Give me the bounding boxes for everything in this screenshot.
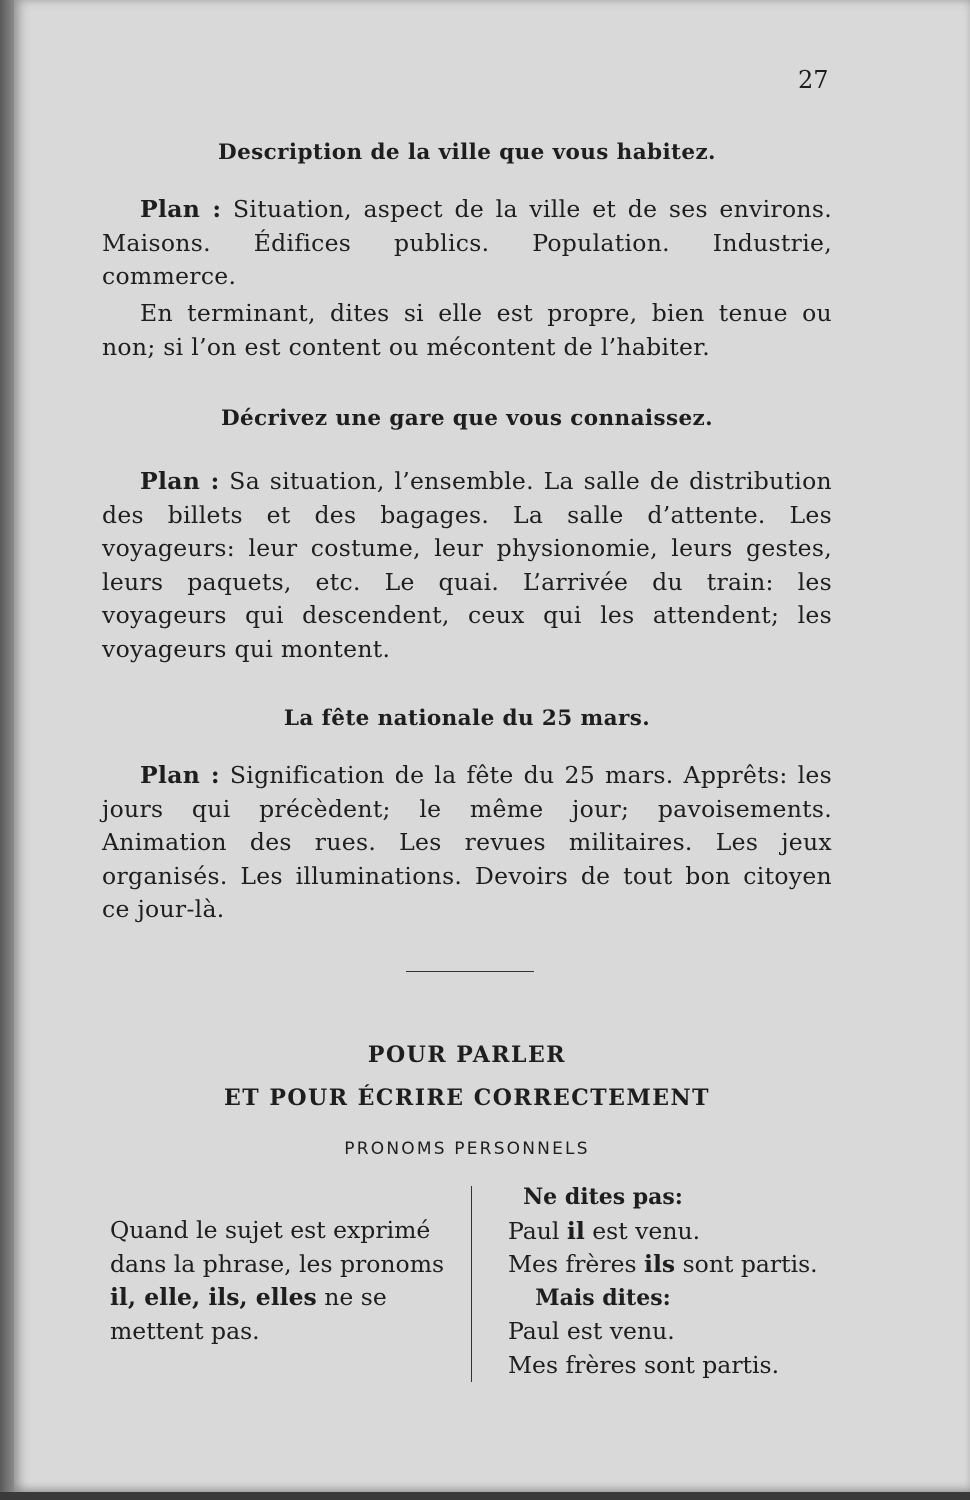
plan-label: Plan : (140, 761, 220, 789)
paragraph-conclusion: En terminant, dites si elle est propre, bien tenue ou non; si l’on est content ou mécontent de l’habiter. (102, 299, 832, 361)
plan-ville (102, 193, 832, 294)
wrong-label: Ne dites pas: (523, 1184, 683, 1210)
grammar-rule (110, 1214, 450, 1348)
plan-text: Signification de la fête du 25 mars. Apprêts: les jours qui précèdent; le même jour; pavoisements. Animation des rues. Les revues militaires. Les jeux organisés. Les illuminations. Devoirs de tout bon citoyen ce jour-là. (102, 761, 832, 923)
example-text: est venu. (592, 1216, 701, 1245)
example-pronoun: ils (644, 1250, 676, 1278)
section-title-ville: Description de la ville que vous habitez. (218, 140, 716, 165)
plan-label: Plan : (140, 467, 220, 495)
rule-pronouns: il, elle, ils, elles (110, 1283, 317, 1311)
right-example-2: Mes frères sont partis. (508, 1350, 780, 1379)
example-text: Mes frères (508, 1250, 637, 1278)
section-separator (406, 971, 534, 972)
plan-fete (102, 759, 832, 927)
grammar-examples (508, 1181, 838, 1382)
plan-gare (102, 465, 832, 666)
page-number: 27 (798, 66, 829, 94)
scan-edge (0, 0, 14, 1500)
example-pronoun: il (566, 1216, 585, 1245)
right-example-1: Paul est venu. (508, 1317, 675, 1345)
rule-after: ne se mettent pas. (110, 1283, 387, 1345)
column-divider (471, 1186, 472, 1382)
grammar-title-line1: POUR PARLER (367, 1042, 567, 1068)
rule-before: Quand le sujet est exprimé dans la phrase, les pronoms (110, 1216, 445, 1278)
section-title-gare: Décrivez une gare que vous connaissez. (220, 406, 714, 431)
section-title-fete: La fête nationale du 25 mars. (283, 706, 651, 731)
wrong-example-1 (508, 1215, 838, 1249)
grammar-title-line2: ET POUR ÉCRIRE CORRECTEMENT (224, 1085, 710, 1111)
plan-label: Plan : (140, 195, 222, 223)
scan-bottom-edge (0, 1492, 970, 1500)
grammar-subtitle: PRONOMS PERSONNELS (344, 1139, 590, 1159)
right-label: Mais dites: (535, 1284, 671, 1311)
example-text: Paul (508, 1216, 560, 1245)
book-page (14, 0, 970, 1492)
wrong-example-2 (508, 1248, 838, 1282)
example-text: sont partis. (682, 1250, 818, 1278)
plan-text: Sa situation, l’ensemble. La salle de distribution des billets et des bagages. La salle d’attente. Les voyageurs: leur costume, leur physionomie, leurs gestes, leurs paquets, etc. Le quai. L’arrivée du train: les voyageurs qui descendent, ceux qui les attendent; les voyageurs qui montent. (102, 467, 832, 663)
plan-text: Situation, aspect de la ville et de ses environs. Maisons. Édifices publics. Population. Industrie, commerce. (102, 195, 832, 290)
